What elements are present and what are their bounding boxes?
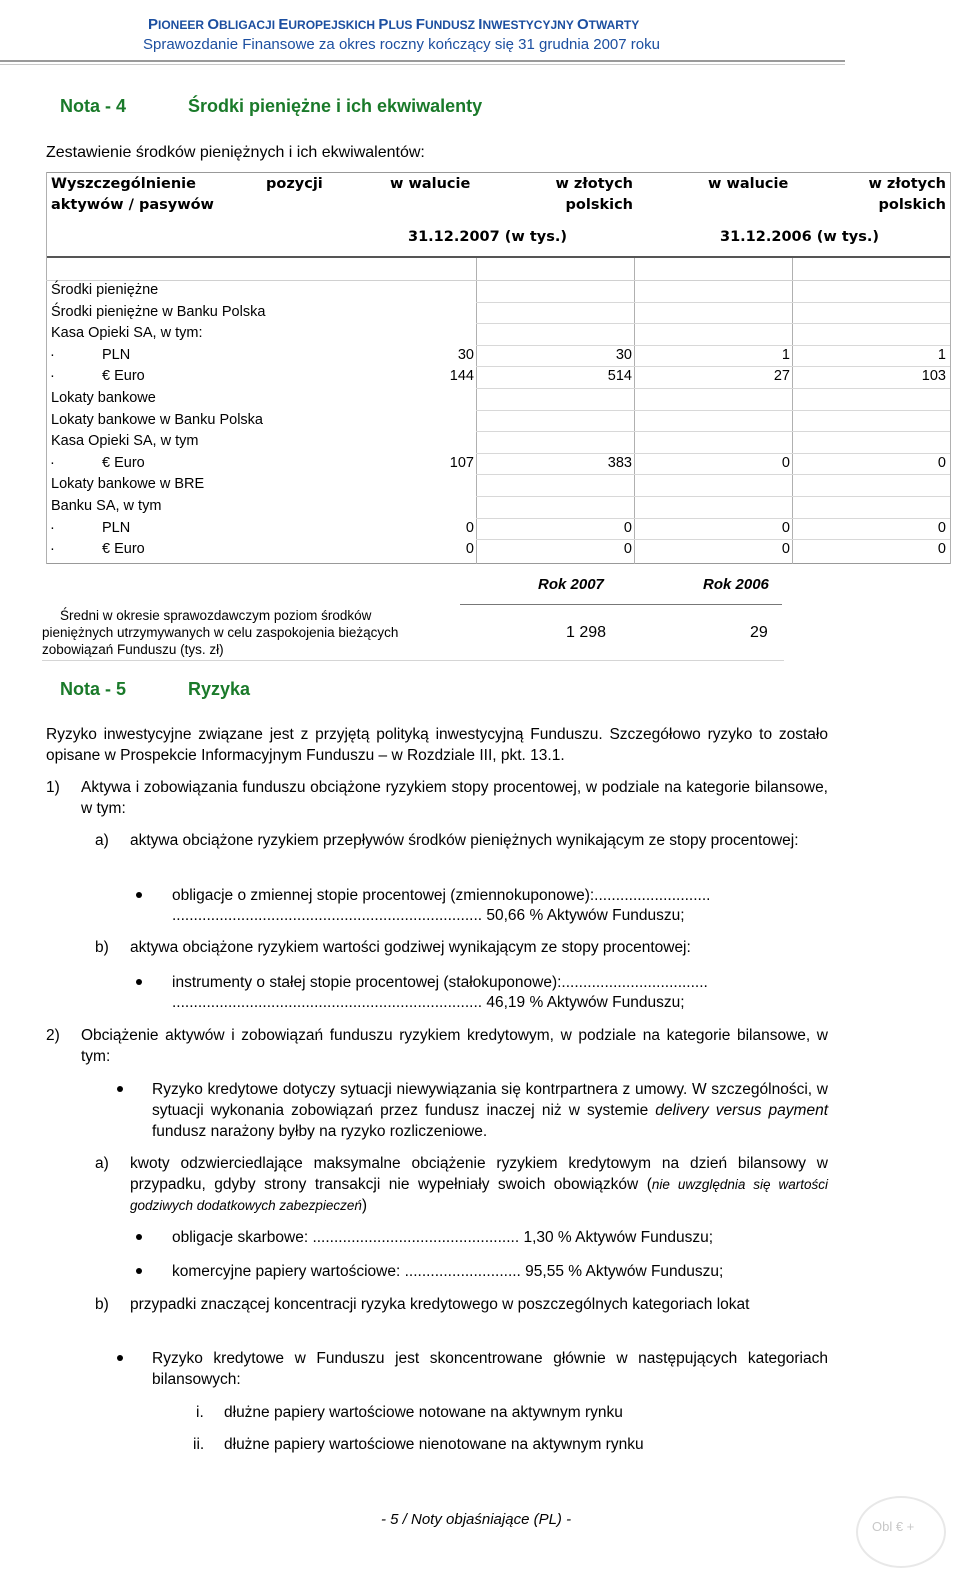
header-rule-thin	[0, 64, 845, 65]
watermark-stamp-text: Obl € +	[872, 1519, 915, 1534]
table-row-divider	[476, 431, 950, 432]
item1-number: 1)	[46, 779, 60, 796]
date-header-2006: 31.12.2006 (w tys.)	[720, 229, 879, 245]
row-bullet: ·	[50, 541, 55, 558]
nota4-title: Środki pieniężne i ich ekwiwalenty	[188, 96, 483, 116]
value-pln-2006: 1	[937, 346, 946, 363]
value-pln-2006: 0	[937, 541, 946, 558]
value-currency-2007: 0	[465, 541, 474, 558]
value-pln-2007: 383	[607, 454, 632, 471]
table-border-bottom	[46, 563, 950, 564]
row-label: € Euro	[102, 541, 145, 558]
avg-label-line2: pieniężnych utrzymywanych w celu zaspokojenia bieżących	[42, 625, 399, 640]
col-header-currency-2006: w walucie	[708, 176, 789, 192]
col-header-item: Wyszczególnienie	[51, 176, 196, 192]
table-row	[46, 411, 950, 433]
table-row-divider	[476, 323, 950, 324]
bullet-icon	[136, 979, 142, 985]
avg-value-2006: 29	[750, 624, 768, 641]
item2-number: 2)	[46, 1027, 60, 1044]
table-row-divider	[476, 518, 950, 519]
risk-intro: Ryzyko inwestycyjne związane jest z przyjętą polityką inwestycyjną Funduszu. Szczegółowo ryzyko to zostało opisane w Prospekcie Informacyjnym Funduszu – w Rozdziale III, pkt. 13.1.	[46, 726, 828, 764]
row-label: Lokaty bankowe	[51, 390, 156, 406]
roman1-text: dłużne papiery wartościowe notowane na aktywnym rynku	[224, 1404, 623, 1421]
fund-name: PIONEER OBLIGACJI EUROPEJSKICH PLUS FUNDUSZ INWESTYCYJNY OTWARTY	[148, 16, 640, 33]
table-row	[46, 519, 950, 541]
roman2-number: ii.	[193, 1436, 205, 1453]
avg-rule	[460, 604, 782, 605]
value-currency-2007: 107	[449, 454, 474, 471]
table-row-divider	[476, 345, 950, 346]
value-currency-2007: 0	[465, 519, 474, 536]
item2b-bullet: Ryzyko kredytowe w Funduszu jest skoncentrowane głównie w następujących kategoriach bilansowych:	[152, 1350, 828, 1388]
item1b-letter: b)	[95, 939, 109, 956]
col-header-item-l2: aktywów / pasywów	[51, 197, 214, 213]
value-currency-2006: 0	[781, 541, 790, 558]
col-header-pln-2007: w złotych	[555, 176, 633, 192]
report-subtitle: Sprawozdanie Finansowe za okres roczny kończący się 31 grudnia 2007 roku	[143, 36, 660, 53]
value-pln-2006: 0	[937, 454, 946, 471]
row-label: Lokaty bankowe w BRE	[51, 476, 205, 493]
row-bullet: ·	[50, 346, 55, 363]
table-row	[46, 454, 950, 476]
value-pln-2007: 0	[623, 541, 632, 558]
roman1-number: i.	[196, 1404, 204, 1421]
row-label: Środki pieniężne	[51, 282, 159, 298]
table-row-divider	[476, 453, 950, 454]
table-row-divider	[476, 388, 950, 389]
value-pln-2007: 514	[607, 368, 632, 385]
value-pln-2006: 103	[921, 368, 946, 385]
item2b-text: przypadki znaczącej koncentracji ryzyka kredytowego w poszczególnych kategoriach lokat	[130, 1296, 750, 1313]
cash-table	[46, 172, 958, 568]
bullet-icon	[136, 892, 142, 898]
avg-year-2006: Rok 2006	[703, 576, 769, 593]
value-pln-2007: 30	[615, 346, 632, 363]
col-header-currency-2007: w walucie	[390, 176, 471, 192]
value-currency-2007: 144	[449, 368, 474, 385]
item1b-bullet-line2: ........................................................................ 46,19 % Aktywów Funduszu;	[172, 994, 685, 1011]
avg-bottom-rule	[42, 660, 784, 661]
bullet-icon	[136, 1234, 142, 1240]
table-row-divider	[476, 539, 950, 540]
table-border-right	[950, 172, 951, 564]
row-label: € Euro	[102, 454, 145, 471]
value-pln-2006: 0	[937, 519, 946, 536]
table-row	[46, 281, 950, 303]
table-row-divider	[476, 474, 950, 475]
col-header-pln-2006: w złotych	[868, 176, 946, 192]
item2a-bullet1: obligacje skarbowe: ................................................ 1,30 % Aktywów Funduszu;	[172, 1229, 713, 1246]
table-row	[46, 324, 950, 346]
table-row	[46, 367, 950, 389]
table-row	[46, 540, 950, 562]
item1a-bullet-line1: obligacje o zmiennej stopie procentowej (zmiennokuponowe):...........................	[172, 887, 711, 904]
avg-label-line3: zobowiązań Funduszu (tys. zł)	[42, 642, 224, 657]
page-footer: - 5 / Noty objaśniające (PL) -	[381, 1511, 572, 1528]
value-currency-2007: 30	[457, 346, 474, 363]
table-row	[46, 389, 950, 411]
row-label: Kasa Opieki SA, w tym	[51, 433, 199, 450]
avg-value-2007: 1 298	[566, 624, 607, 641]
table-row-divider	[476, 496, 950, 497]
row-label: Lokaty bankowe w Banku Polska	[51, 411, 263, 428]
nota5-title: Ryzyka	[188, 679, 251, 699]
row-bullet: ·	[50, 454, 55, 471]
item2a-bullet2: komercyjne papiery wartościowe: ........................... 95,55 % Aktywów Funduszu;	[172, 1263, 724, 1280]
value-pln-2007: 0	[623, 519, 632, 536]
value-currency-2006: 1	[781, 346, 790, 363]
nota5-number: Nota - 5	[60, 679, 127, 699]
table-row	[46, 346, 950, 368]
avg-year-2007: Rok 2007	[538, 576, 604, 593]
row-label: PLN	[102, 346, 131, 363]
table-row	[46, 303, 950, 325]
table-row	[46, 475, 950, 497]
header-rule	[0, 60, 845, 62]
item2-bullet: Ryzyko kredytowe dotyczy sytuacji niewywiązania się kontrpartnera z umowy. W szczególności, w sytuacji wykonania zobowiązań przez fundusz inaczej niż w systemie delivery versus payment fundusz narażony byłby na ryzyko rozliczeniowe.	[152, 1081, 829, 1140]
item2-text: Obciążenie aktywów i zobowiązań funduszu ryzykiem kredytowym, w podziale na kategorie bilansowe, w tym:	[81, 1027, 828, 1065]
nota4-intro: Zestawienie środków pieniężnych i ich ekwiwalentów:	[46, 144, 425, 161]
roman2-text: dłużne papiery wartościowe nienotowane na aktywnym rynku	[224, 1436, 644, 1453]
col-header-item-b: pozycji	[266, 176, 323, 192]
row-label: PLN	[102, 519, 131, 536]
value-currency-2006: 0	[781, 454, 790, 471]
table-row-divider	[476, 302, 950, 303]
row-bullet: ·	[50, 519, 55, 536]
table-row	[46, 432, 950, 454]
table-header-rule	[46, 256, 950, 258]
row-label: Kasa Opieki SA, w tym:	[51, 325, 203, 342]
row-label: Banku SA, w tym	[51, 498, 162, 514]
value-currency-2006: 0	[781, 519, 790, 536]
item1a-bullet-line2: ........................................................................ 50,66 % Aktywów Funduszu;	[172, 907, 685, 924]
avg-label-line1: Średni w okresie sprawozdawczym poziom środków	[60, 608, 372, 623]
bullet-icon	[117, 1086, 123, 1092]
table-row-divider	[476, 366, 950, 367]
table-row	[46, 497, 950, 519]
row-bullet: ·	[50, 368, 55, 385]
row-label: Środki pieniężne w Banku Polska	[51, 303, 266, 320]
item2b-letter: b)	[95, 1296, 109, 1313]
col-header-pln-2006-l2: polskich	[878, 197, 946, 213]
date-header-2007: 31.12.2007 (w tys.)	[408, 229, 567, 245]
item1b-text: aktywa obciążone ryzykiem wartości godziwej wynikającym ze stopy procentowej:	[130, 939, 691, 956]
page-header	[0, 0, 845, 66]
item1a-letter: a)	[95, 832, 109, 849]
item1a-text: aktywa obciążone ryzykiem przepływów środków pieniężnych wynikającym ze stopy procentowej:	[130, 832, 799, 849]
bullet-icon	[117, 1355, 123, 1361]
col-header-pln-2007-l2: polskich	[565, 197, 633, 213]
item2a-text: kwoty odzwierciedlające maksymalne obciążenie ryzykiem kredytowym na dzień bilansowy w przypadku, gdyby strony transakcji nie wypełniały swoich obowiązków (nie uwzględnia się wartości godziwych dodatkowych zabezpieczeń)	[130, 1155, 828, 1214]
table-row-divider	[476, 410, 950, 411]
table-border-top	[46, 172, 950, 173]
row-label: € Euro	[102, 368, 145, 385]
item1b-bullet-line1: instrumenty o stałej stopie procentowej (stałokuponowe):..................................	[172, 974, 708, 991]
value-currency-2006: 27	[773, 368, 790, 385]
bullet-icon	[136, 1268, 142, 1274]
item2a-letter: a)	[95, 1155, 109, 1172]
item1-text: Aktywa i zobowiązania funduszu obciążone ryzykiem stopy procentowej, w podziale na kategorie bilansowe, w tym:	[81, 779, 828, 817]
nota4-number: Nota - 4	[60, 96, 127, 116]
